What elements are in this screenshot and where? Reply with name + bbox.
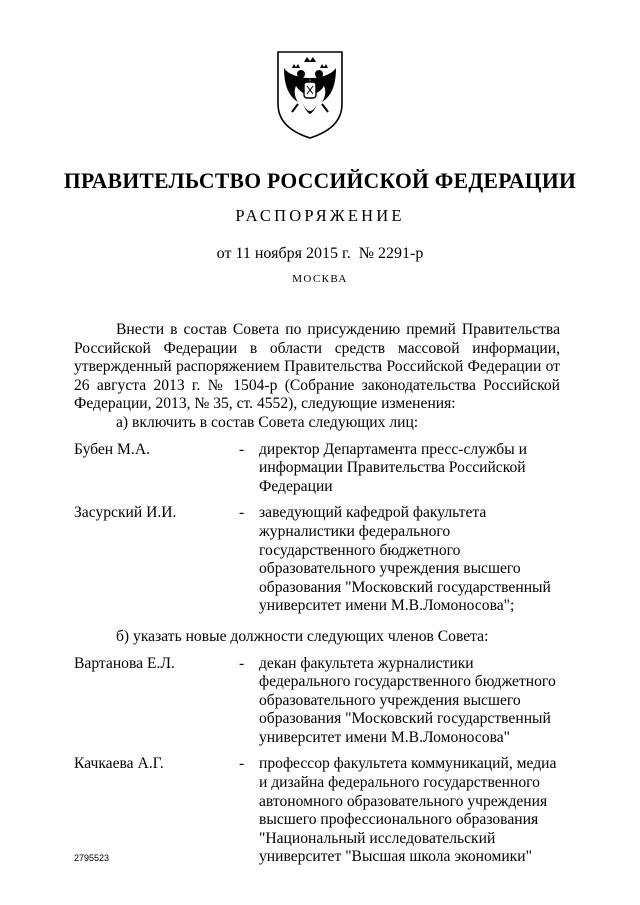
member-position: директор Департамента пресс-службы и информации Правительства Российской Федерации — [259, 440, 527, 495]
member-entry — [74, 504, 560, 616]
section-a-heading: а) включить в состав Совета следующих лиц: — [116, 413, 419, 431]
document-date-number: от 11 ноября 2015 г. № 2291-р — [216, 245, 424, 262]
document-city: МОСКВА — [292, 273, 348, 285]
member-position: профессор факультета коммуникаций, медиа и дизайна федерального государственного автономного образовательного учреждения высшего профессионального образования "Национальный исследовательский университет "Высшая школа экономики" — [259, 755, 557, 866]
member-entry — [74, 655, 560, 748]
entry-dash: - — [239, 440, 245, 458]
government-title: ПРАВИТЕЛЬСТВО РОССИЙСКОЙ ФЕДЕРАЦИИ — [63, 168, 577, 193]
member-name: Бубен М.А. — [74, 440, 150, 458]
entry-dash: - — [239, 504, 245, 522]
coat-of-arms-emblem — [274, 48, 346, 140]
member-entry — [74, 755, 560, 867]
document-body — [74, 321, 560, 867]
document-number-footer: 2795523 — [74, 853, 110, 863]
preamble-paragraph: Внести в состав Совета по присуждению премий Правительства Российской Федерации в области средств массовой информации, утвержденный распоряжением Правительства Российской Федерации от 26 августа 2013 г. № 1504-р (Собрание законодательства Российской Федерации, 2013, № 35, ст. 4552), следующие изменения: — [74, 321, 560, 413]
document-type: РАСПОРЯЖЕНИЕ — [235, 206, 405, 225]
member-name: Засурский И.И. — [74, 504, 177, 522]
member-position: заведующий кафедрой факультета журналистики федерального государственного бюджетного образовательного учреждения высшего образования "Московский государственный университет имени М.В.Ломоносова"; — [259, 504, 551, 615]
entry-dash: - — [239, 755, 245, 773]
entry-dash: - — [239, 654, 245, 672]
member-name: Вартанова Е.Л. — [74, 654, 175, 672]
member-name: Качкаева А.Г. — [74, 755, 164, 773]
section-b-heading: б) указать новые должности следующих членов Совета: — [116, 627, 489, 645]
member-entry — [74, 441, 560, 497]
member-position: декан факультета журналистики федерального государственного бюджетного образовательного учреждения высшего образования "Московский государственный университет имени М.В.Ломоносова" — [259, 654, 556, 746]
russian-coat-of-arms-icon — [274, 48, 346, 140]
